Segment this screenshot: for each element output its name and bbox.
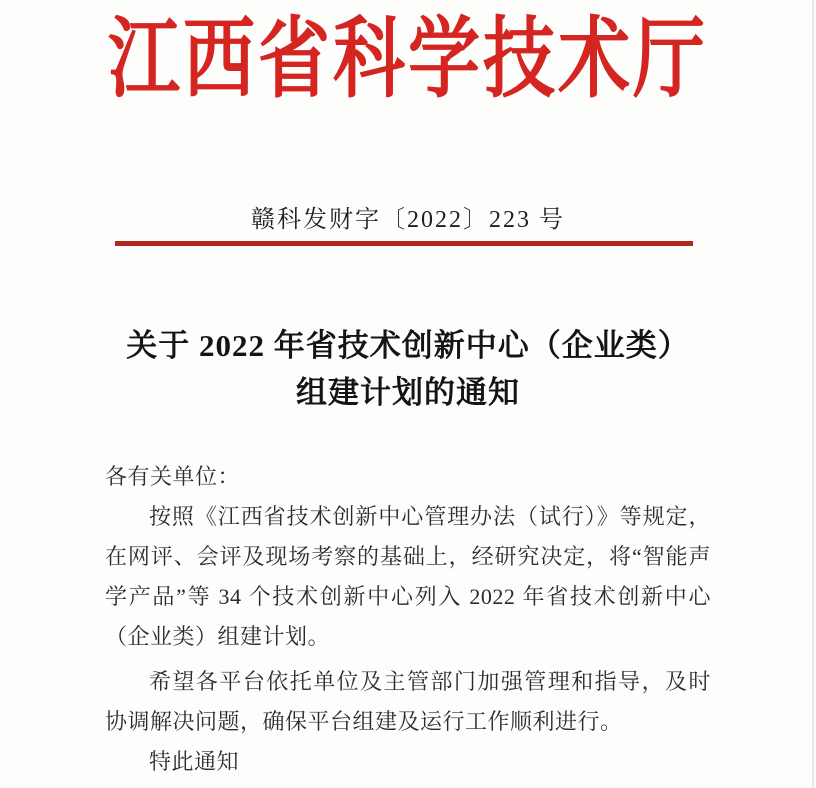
agency-letterhead-title: 江西省科学技术厅 xyxy=(107,11,708,109)
notice-title-line2: 组建计划的通知 xyxy=(296,375,520,410)
scan-right-edge xyxy=(812,0,814,788)
body-paragraph-1: 按照《江西省技术创新中心管理办法（试行）》等规定，在网评、会评及现场考察的基础上，经研究决定，将“智能声学产品”等 34 个技术创新中心列入 2022 年省技术创新中心（企业类）组建计划。 xyxy=(105,504,711,649)
doc-reference-number: 赣科发财字〔2022〕223 号 xyxy=(251,207,565,233)
salutation-line: 各有关单位： xyxy=(105,464,241,489)
notice-title-line1: 关于 2022 年省技术创新中心（企业类） xyxy=(126,328,690,363)
notice-title xyxy=(0,322,816,416)
closing-line: 特此通知 xyxy=(149,749,240,774)
red-divider-rule xyxy=(115,241,693,246)
body-paragraph-2: 希望各平台依托单位及主管部门加强管理和指导，及时协调解决问题，确保平台组建及运行工作顺利进行。 xyxy=(105,669,711,734)
notice-body xyxy=(105,457,711,782)
